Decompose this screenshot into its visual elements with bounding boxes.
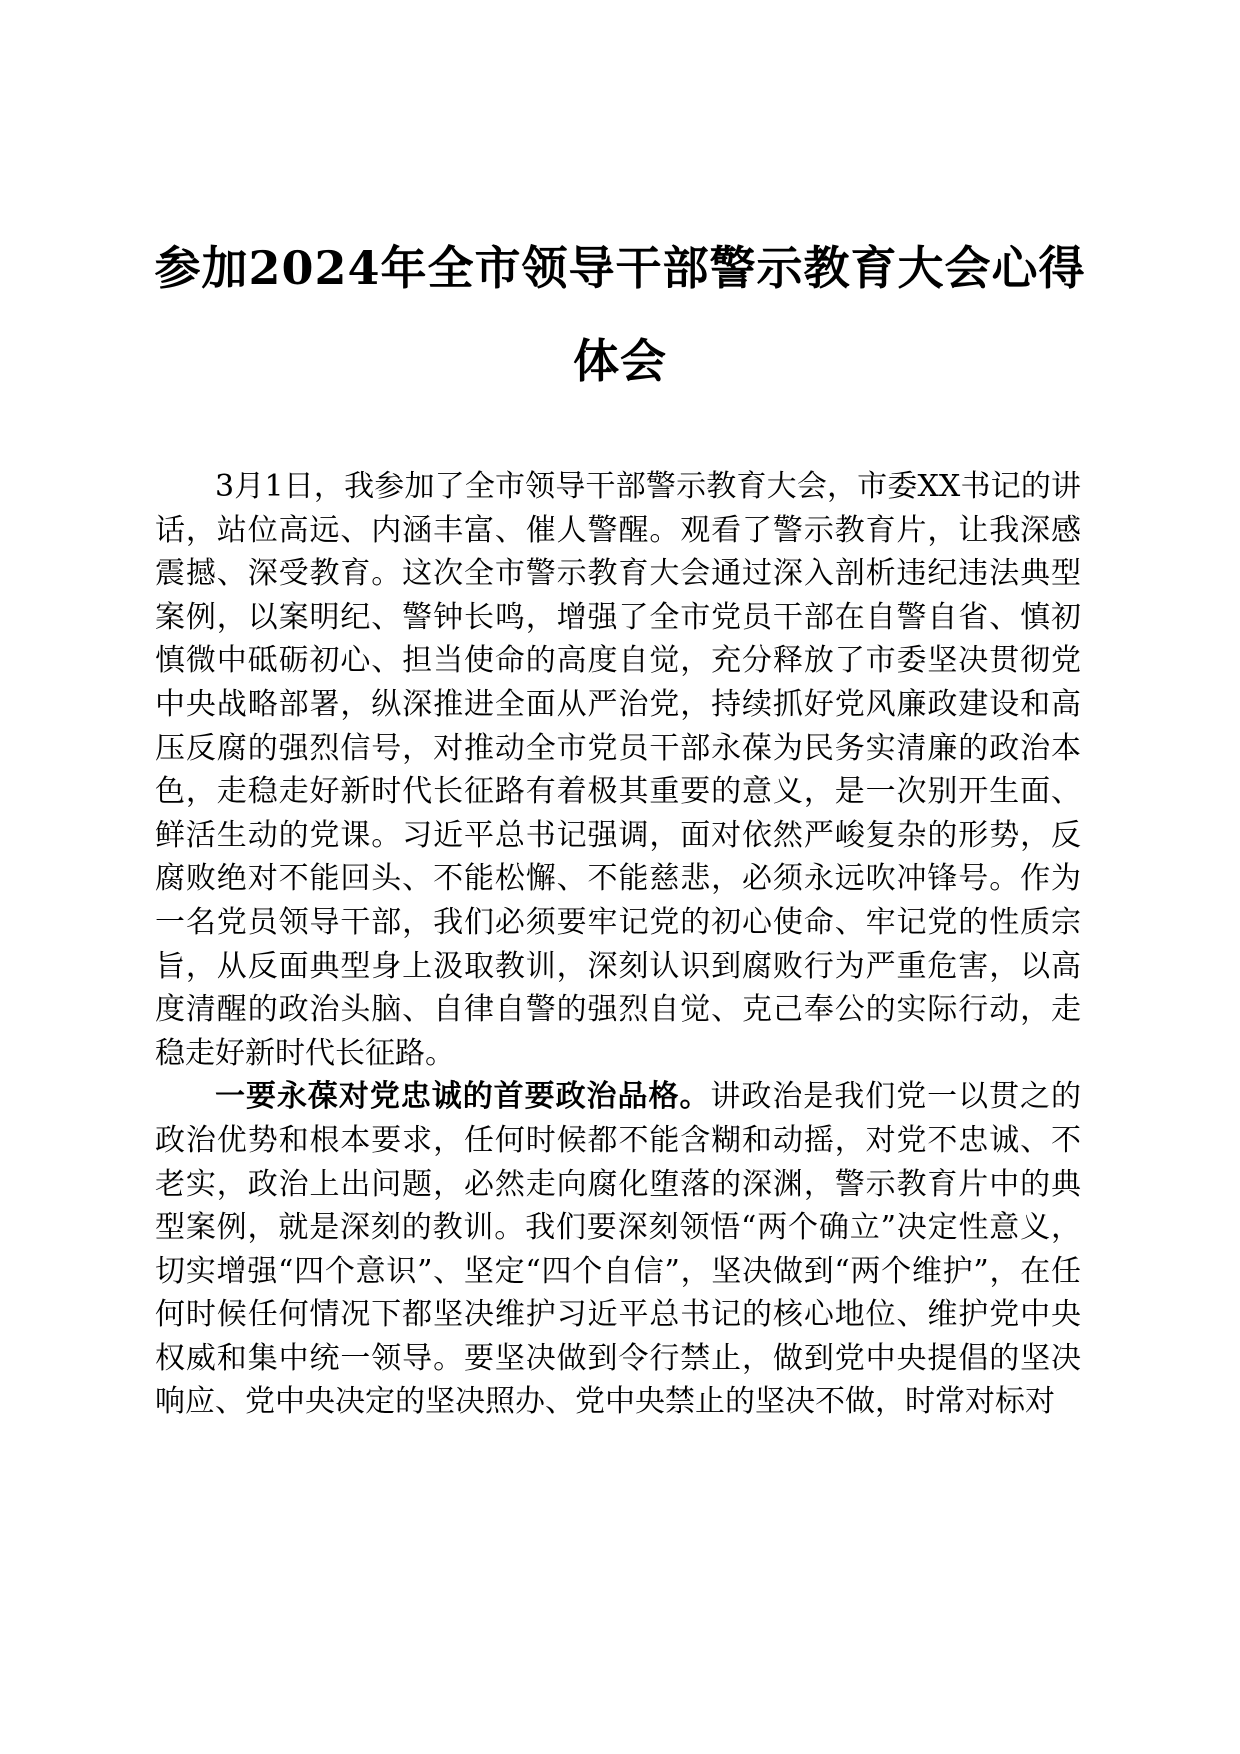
paragraph-lead: 一要永葆对党忠诚的首要政治品格。 xyxy=(215,1079,711,1115)
paragraph-point-one xyxy=(155,1075,1081,1424)
document-title: 参加2024年全市领导干部警示教育大会心得体会 xyxy=(154,241,1086,388)
paragraph-intro xyxy=(155,465,1081,1075)
paragraph-text: 讲政治是我们党一以贯之的政治优势和根本要求，任何时候都不能含糊和动摇，对党不忠诚、不老实，政治上出问题，必然走向腐化堕落的深渊，警示教育片中的典型案例，就是深刻的教训。我们要深刻领悟“两个确立”决定性意义，切实增强“四个意识”、坚定“四个自信”，坚决做到“两个维护”，在任何时候任何情况下都坚决维护习近平总书记的核心地位、维护党中央权威和集中统一领导。要坚决做到令行禁止，做到党中央提倡的坚决响应、党中央决定的坚决照办、党中央禁止的坚决不做，时常对标对 xyxy=(155,1079,1082,1420)
document-body xyxy=(155,465,1081,1424)
paragraph-text: 3月1日，我参加了全市领导干部警示教育大会，市委XX书记的讲话，站位高远、内涵丰富、催人警醒。观看了警示教育片，让我深感震撼、深受教育。这次全市警示教育大会通过深入剖析违纪违法典型案例，以案明纪、警钟长鸣，增强了全市党员干部在自警自省、慎初慎微中砥砺初心、担当使命的高度自觉，充分释放了市委坚决贯彻党中央战略部署，纵深推进全面从严治党，持续抓好党风廉政建设和高压反腐的强烈信号，对推动全市党员干部永葆为民务实清廉的政治本色，走稳走好新时代长征路有着极其重要的意义，是一次别开生面、鲜活生动的党课。习近平总书记强调，面对依然严峻复杂的形势，反腐败绝对不能回头、不能松懈、不能慈悲，必须永远吹冲锋号。作为一名党员领导干部，我们必须要牢记党的初心使命、牢记党的性质宗旨，从反面典型身上汲取教训，深刻认识到腐败行为严重危害，以高度清醒的政治头脑、自律自警的强烈自觉、克己奉公的实际行动，走稳走好新时代长征路。 xyxy=(155,469,1081,1071)
